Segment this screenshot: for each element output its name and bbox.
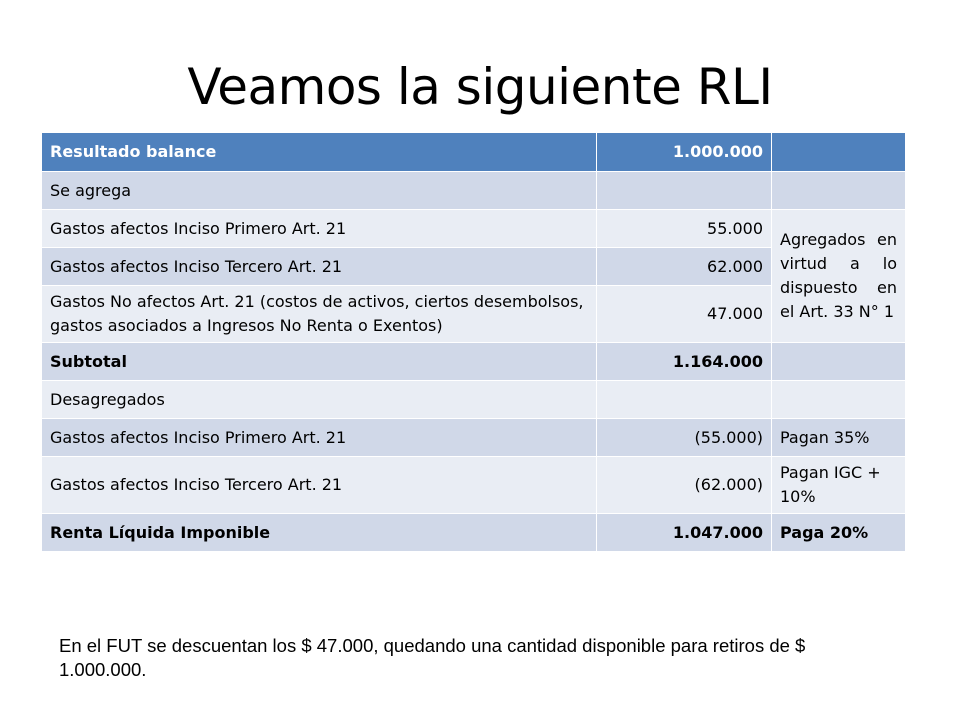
row-note: Paga 20% [772,514,906,552]
table-header-row [42,133,906,172]
row-label: Desagregados [42,381,597,419]
merged-note: Agregados en virtud a lo dispuesto en el Art. 33 N° 1 [772,210,906,343]
row-value: 1.000.000 [597,133,772,172]
row-value: 47.000 [597,286,772,343]
row-label: Se agrega [42,172,597,210]
row-value [597,381,772,419]
table-row [42,419,906,457]
row-label: Gastos afectos Inciso Primero Art. 21 [42,210,597,248]
row-note: Pagan 35% [772,419,906,457]
row-label: Gastos afectos Inciso Tercero Art. 21 [42,248,597,286]
row-value: 1.047.000 [597,514,772,552]
row-label: Gastos afectos Inciso Primero Art. 21 [42,419,597,457]
row-value: 55.000 [597,210,772,248]
table-row [42,343,906,381]
row-value [597,172,772,210]
table-row [42,514,906,552]
slide-title: Veamos la siguiente RLI [187,58,773,116]
row-label: Resultado balance [42,133,597,172]
row-note [772,343,906,381]
row-label: Gastos No afectos Art. 21 (costos de activos, ciertos desembolsos, gastos asociados a Ingresos No Renta o Exentos) [42,286,597,343]
footnote: En el FUT se descuentan los $ 47.000, quedando una cantidad disponible para retiros de $ 1.000.000. [59,635,806,680]
row-value: (55.000) [597,419,772,457]
table-row [42,381,906,419]
row-label: Gastos afectos Inciso Tercero Art. 21 [42,457,597,514]
row-value: 62.000 [597,248,772,286]
table-row [42,210,906,248]
row-note [772,133,906,172]
row-label: Renta Líquida Imponible [42,514,597,552]
row-value: (62.000) [597,457,772,514]
rli-table [41,132,906,552]
row-note [772,172,906,210]
table-row [42,172,906,210]
row-note: Pagan IGC + 10% [772,457,906,514]
row-note [772,381,906,419]
row-value: 1.164.000 [597,343,772,381]
table-row [42,457,906,514]
row-label: Subtotal [42,343,597,381]
